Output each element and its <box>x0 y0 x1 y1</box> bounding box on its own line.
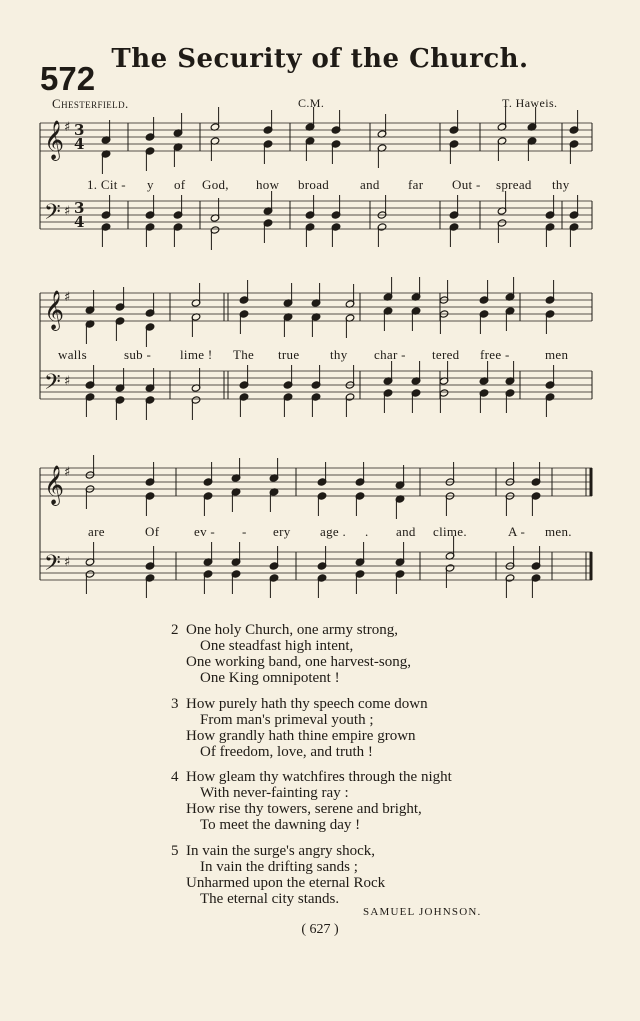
syllable: char - <box>374 347 406 362</box>
verse-number: 5 <box>171 843 179 859</box>
verse-line: Unharmed upon the eternal Rock <box>186 875 386 891</box>
sharp-icon: ♯ <box>64 290 71 305</box>
syllable: ery <box>273 524 291 539</box>
syllable: 1. Cit - <box>87 177 126 192</box>
verse-line: How purely hath thy speech come down <box>186 696 428 712</box>
syllable: Of <box>145 524 160 539</box>
syllable: sub - <box>124 347 152 362</box>
syllable: clime. <box>433 524 467 539</box>
verse-number: 2 <box>171 622 179 638</box>
syllable: and <box>360 177 380 192</box>
verse-line: To meet the dawning day ! <box>200 817 361 833</box>
treble-clef-icon: 𝄞 <box>44 120 65 160</box>
verse-line: How gleam thy watchfires through the night <box>186 769 452 785</box>
syllable: men <box>545 347 569 362</box>
syllable: how <box>256 177 280 192</box>
staff-notation-2 <box>40 283 592 443</box>
syllable: true <box>278 347 300 362</box>
syllable: A - <box>508 524 526 539</box>
syllable: . <box>365 524 369 539</box>
time-signature-bottom: 4 <box>74 213 85 231</box>
verse-line: How rise thy towers, serene and bright, <box>186 801 422 817</box>
verse-line: The eternal city stands. <box>200 891 340 907</box>
bass-clef-icon: 𝄢 <box>44 200 61 230</box>
syllable: God, <box>202 177 229 192</box>
lyrics-line-1 <box>40 177 592 193</box>
time-signature-bottom: 4 <box>74 135 85 153</box>
verse-line: From man's primeval youth ; <box>200 712 374 728</box>
verse-line: Of freedom, love, and truth ! <box>200 744 373 760</box>
sharp-icon: ♯ <box>64 465 71 480</box>
bass-clef-icon: 𝄢 <box>44 370 61 400</box>
treble-clef-icon: 𝄞 <box>44 465 65 505</box>
verse-line: One steadfast high intent, <box>200 638 354 654</box>
music-system-3 <box>40 460 592 610</box>
syllable: far <box>408 177 424 192</box>
sharp-icon: ♯ <box>64 374 71 389</box>
time-signature-top: 3 <box>74 121 85 139</box>
syllable: lime ! <box>180 347 213 362</box>
verse-line: One working band, one harvest-song, <box>186 654 411 670</box>
syllable: and <box>396 524 416 539</box>
music-system-1 <box>40 113 592 243</box>
treble-clef-icon: 𝄞 <box>44 290 65 330</box>
syllable: spread <box>496 177 532 192</box>
sharp-icon: ♯ <box>64 555 71 570</box>
syllable: - <box>242 524 247 539</box>
syllable: men. <box>545 524 572 539</box>
lyrics-line-2 <box>40 347 592 363</box>
verse-line: One holy Church, one army strong, <box>186 622 399 638</box>
verse-number: 4 <box>171 769 179 785</box>
tune-name: Chesterfield. <box>52 96 129 111</box>
syllable: are <box>88 524 105 539</box>
hymn-title: The Security of the Church. <box>111 44 529 74</box>
time-signature-top: 3 <box>74 199 85 217</box>
author-name: SAMUEL JOHNSON. <box>363 906 482 918</box>
syllable: walls <box>58 347 87 362</box>
verse-line: One King omnipotent ! <box>200 670 340 686</box>
syllable: broad <box>298 177 330 192</box>
syllable: thy <box>552 177 570 192</box>
verse-line: How grandly hath thine empire grown <box>186 728 416 744</box>
bass-clef-icon: 𝄢 <box>44 551 61 581</box>
composer: T. Haweis. <box>502 96 558 110</box>
verse-number: 3 <box>171 696 179 712</box>
syllable: y <box>147 177 154 192</box>
sharp-icon: ♯ <box>64 120 71 135</box>
music-system-2 <box>40 283 592 443</box>
syllable: ev - <box>194 524 216 539</box>
sharp-icon: ♯ <box>64 204 71 219</box>
lyrics-line-3 <box>40 524 592 540</box>
verse-line: In vain the drifting sands ; <box>200 859 358 875</box>
verse-line: In vain the surge's angry shock, <box>186 843 376 859</box>
hymn-number: 572 <box>40 60 96 97</box>
syllable: age . <box>320 524 347 539</box>
syllable: of <box>174 177 186 192</box>
verse-line: With never-fainting ray : <box>200 785 349 801</box>
syllable: thy <box>330 347 348 362</box>
meter: C.M. <box>298 96 325 110</box>
page-number: ( 627 ) <box>301 922 339 937</box>
syllable: The <box>233 347 255 362</box>
syllable: free - <box>480 347 510 362</box>
syllable: tered <box>432 347 460 362</box>
syllable: Out - <box>452 177 481 192</box>
